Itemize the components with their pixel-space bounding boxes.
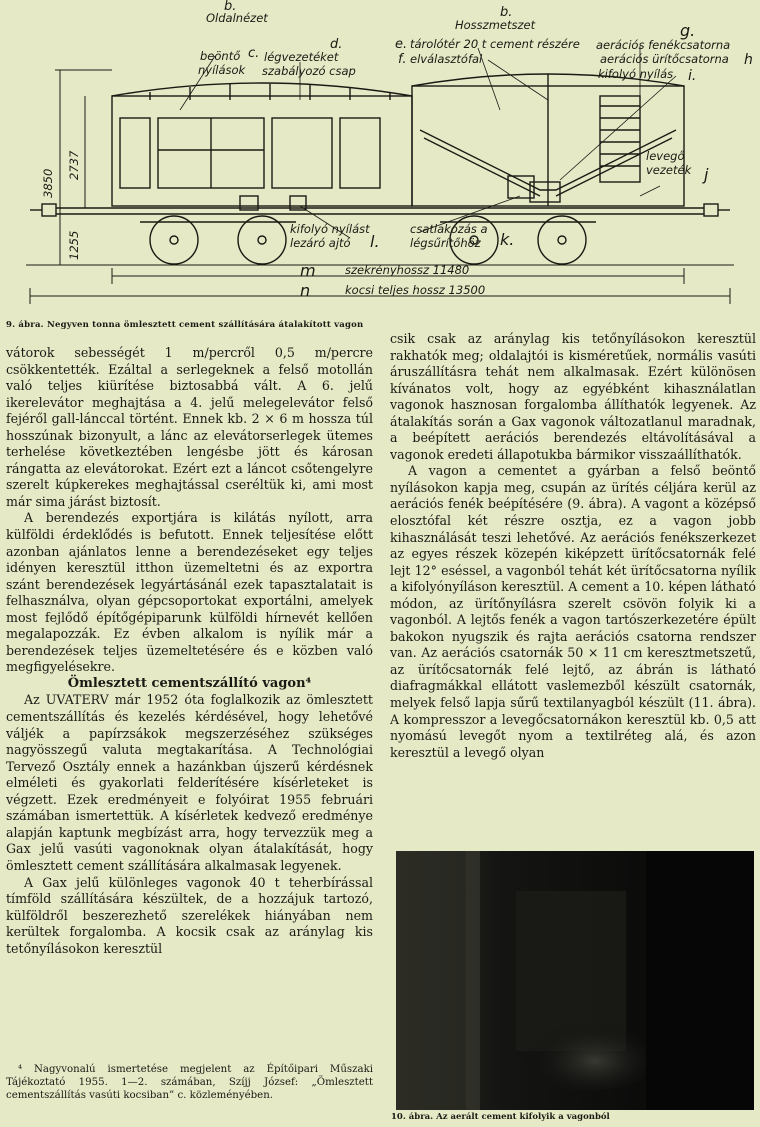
label-a: b. bbox=[224, 0, 237, 14]
label-szekrenyhossz: szekrényhossz 11480 bbox=[345, 263, 470, 277]
label-l: l. bbox=[370, 232, 380, 251]
label-dim-1255: 1255 bbox=[67, 230, 81, 260]
label-kifolyo-nyilas: kifolyó nyílás bbox=[598, 67, 674, 81]
footnote-text: ⁴ Nagyvonalú ismertetése megjelent az Építőipari Műszaki Tájékoztató 1955. 1—2. számában, Szíjj József: „Ömlesztett cementszállítás vasúti kocsiban” c. közleményében. bbox=[6, 1064, 373, 1101]
left-paragraph-2: A berendezés exportjára is kilátás nyílott, arra külföldi érdeklődés is befutott. Ennek teljesítése előtt azonban ajánlatos lenne a berendezéseket egy teljes idényen keresztül itthon üzemeltetni és az exportra szánt berendezések legyártásánál ezek tapasztalatait is felhasználva, olyan gépcsoportokat exportálni, amelyek most fejlődő építőgépiparunk külföldi hírnevét kellően megalapozzák. Ez évben alkalom is nyílik már a berendezések teljes üzemeltetésére és e közben való megfigyelésekre. bbox=[6, 510, 373, 675]
left-paragraph-4: A Gax jelű különleges vagonok 40 t teherbírással tímföld szállítására készültek, de a hozzájuk tartozó, külföldről beszerezhető szerelékek hiányában nem kerültek forgalomba. A kocsik csak az aránylag kis tetőnyílásokon keresztül bbox=[6, 874, 373, 956]
right-paragraph-1: csik csak az aránylag kis tetőnyílásokon keresztül rakhatók meg; oldalajtói is kisméretűek, normális vasúti áruszállításra tehát nem alkalmasak. Ezért különösen kívánatos volt, hogy az egyébként kihasználatlan vagonok hasznosan forgalomba állíthatók legyenek. Az átalakítás során a Gax vagonok változatlanul maradnak, a beépített aerációs berendezés eltávolításával a vagonok eredeti állapotukba bármikor visszaállíthatók. bbox=[390, 331, 756, 462]
photo-illustration bbox=[396, 851, 754, 1110]
label-tarolo: tárolótér 20 t cement részére bbox=[410, 37, 580, 51]
figure-9-caption: 9. ábra. Negyven tonna ömlesztett cement szállítására átalakított vagon bbox=[6, 320, 364, 330]
left-text-column bbox=[6, 345, 373, 957]
left-paragraph-3: Az UVATERV már 1952 óta foglalkozik az ömlesztett cementszállítás és kezelés kérdésével, hogy lehetővé váljék a papírzsákok megszerzéséhez szükséges nagyösszegű valuta megtakarítása. A Technológiai Tervező Osztály ennek a hazánkban újszerű kérdésnek elméleti és gyakorlati felderítésére kísérleteket is végzett. Ezek eredményeit e folyóirat 1955 februári számában ismertettük. A kísérletek kedvező eredménye alapján kaptunk megbízást arra, hogy tervezzük meg a Gax jelű vasúti vagonoknak olyan átalakítását, hogy ömlesztett cement szállítására alkalmasak legyenek. bbox=[6, 692, 373, 873]
label-d: d. bbox=[330, 37, 343, 52]
label-k: k. bbox=[500, 230, 515, 249]
figure-10-caption: 10. ábra. Az aerált cement kifolyik a vagonból bbox=[391, 1112, 610, 1122]
label-aeracios-fenek: aerációs fenékcsatorna bbox=[596, 38, 731, 52]
right-text-column bbox=[390, 331, 756, 761]
label-elvalaszto: elválasztófal bbox=[410, 52, 483, 66]
label-nyilasok: nyílások bbox=[198, 63, 246, 77]
label-dim-3850: 3850 bbox=[41, 168, 55, 198]
label-kifolyo-nyilast: kifolyó nyílást bbox=[290, 222, 370, 236]
label-lezaro-ajto: lezáró ajtó bbox=[290, 236, 351, 250]
label-beonto: beöntő bbox=[200, 49, 241, 63]
right-paragraph-2: A vagon a cementet a gyárban a felső beöntő nyílásokon kapja meg, csupán az ürítés céljára kerül az aerációs fenék beépítésére (9. ábra). A vagont a középső elosztófal két részre osztja, ez a vagon jobb kihasználását teszi lehetővé. Az aerációs fenékszerkezet az egyes részek közepén kiképzett ürítőcsatornák felé lejt 12° eséssel, a vagonból tehát két ürítőcsatorna nyílik a kifolyónyíláson keresztül. A cement a 10. képen látható módon, az ürítőnyílásra szerelt csövön folyik ki a vagonból. A lejtős fenék a vagon tartószerkezetére épült bakokon nyugszik és rajta aerációs csatorna rendszer van. Az aerációs csatornák 50 × 11 cm keresztmetszetű, az ürítőcsatornák felé lejtő, az ábrán is látható diafragmákkal ellátott vaslemezből készült csatornák, melyek felső lapja sűrű textilanyagból készült (11. ábra). A kompresszor a levegőcsatornákon keresztül kb. 0,5 att nyomású levegőt nyom a textilréteg alá, és azon keresztül a levegő olyan bbox=[390, 463, 756, 760]
label-legsuritohoz: légsűrítőhöz bbox=[410, 236, 481, 250]
label-csatlakozas: csatlakozás a bbox=[410, 222, 488, 236]
label-h: h bbox=[744, 52, 753, 68]
section-title: Ömlesztett cementszállító vagon⁴ bbox=[67, 675, 312, 691]
label-vezetek: vezeték bbox=[646, 163, 692, 177]
label-legvezeteket: légvezetéket bbox=[264, 50, 339, 64]
label-aeracios-urito: aerációs ürítőcsatorna bbox=[600, 52, 729, 66]
figure-9-drawing bbox=[0, 0, 760, 318]
label-section-view-title: Hosszmetszet bbox=[455, 18, 536, 32]
label-n: n bbox=[300, 281, 311, 300]
label-m: m bbox=[300, 261, 316, 280]
footnote bbox=[6, 1063, 373, 1102]
label-g: g. bbox=[680, 21, 696, 40]
left-paragraph-1: vátorok sebességét 1 m/percről 0,5 m/percre csökkentették. Ezáltal a serlegeknek a felső motollán való teljes kiürítése biztosabbá vált. A 6. jelű ikerelevátor meghajtása a 4. jelű melegelevátor felső fejéről gall-lánccal történt. Ennek kb. 2 × 6 m hossza túl hosszúnak bizonyult, a lánc az elevátorserlegek ütemes terhelése következtében lengésbe jött és károsan rángatta az elevátorokat. Ezért ezt a láncot csőtengelyre szerelt kúpkerekes meghajtással cseréltük ki, ami most már sima járást biztosít. bbox=[6, 345, 373, 509]
label-levego: levegő bbox=[646, 149, 685, 163]
label-e: e. bbox=[395, 37, 408, 52]
label-kocsi-hossz: kocsi teljes hossz 13500 bbox=[345, 283, 486, 297]
label-f: f. bbox=[398, 52, 407, 67]
label-dim-2737: 2737 bbox=[67, 150, 81, 180]
label-c: c. bbox=[248, 46, 260, 61]
figure-10-photo bbox=[396, 851, 754, 1110]
label-j: j bbox=[704, 165, 709, 184]
label-i: i. bbox=[688, 68, 697, 84]
label-b: b. bbox=[500, 5, 513, 20]
label-side-view-title: Oldalnézet bbox=[206, 11, 268, 25]
label-szabalyozo-csap: szabályozó csap bbox=[262, 64, 356, 78]
